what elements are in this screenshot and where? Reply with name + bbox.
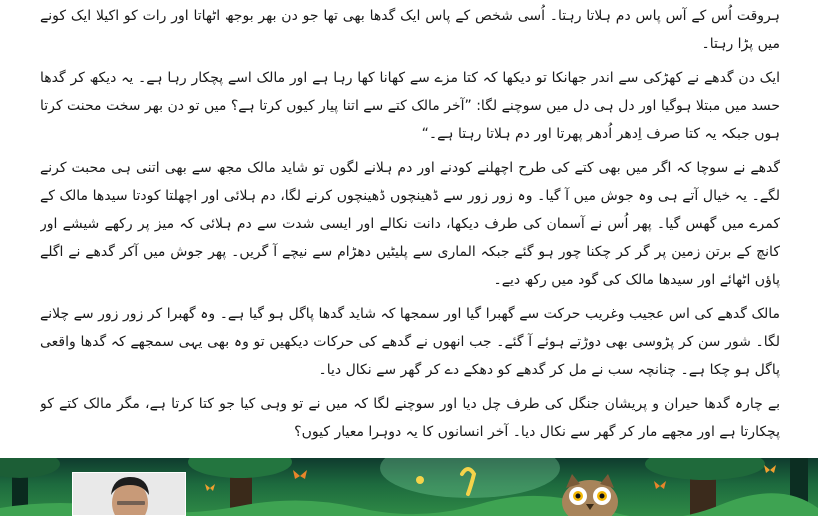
- article-paragraph: ہروقت اُس کے آس پاس دم ہلاتا رہتا۔ اُسی شخص کے پاس ایک گدھا بھی تھا جو دن بھر بوجھ اٹھاتا اور رات کو اکیلا ایک کونے میں پڑا رہتا۔: [40, 8, 780, 52]
- tree-canopy-icon: [0, 458, 60, 478]
- butterfly-icon: [764, 465, 776, 473]
- article-paragraph: مالک گدھے کی اس عجیب وغریب حرکت سے گھبرا گیا اور سمجھا کہ شاید گدھا پاگل ہو گیا ہے۔ وہ گھبرا کر زور زور سے چلانے لگا۔ شور سن کر پڑوسی بھی دوڑتے ہوئے آ گئے۔ جب انھوں نے گدھے کی حرکات دیکھیں تو وہ بھی یہی سمجھے کہ گدھا واقعی پاگل ہو چکا ہے۔ چنانچہ سب نے مل کر گدھے کو دھکے دے کر گھر سے نکال دیا۔: [40, 306, 780, 378]
- flower-icon: [416, 476, 424, 484]
- tree-canopy-icon: [645, 458, 765, 480]
- author-photo: [72, 472, 186, 516]
- owl-icon: [562, 474, 618, 516]
- author-portrait-icon: [73, 473, 186, 516]
- butterfly-icon: [293, 470, 307, 479]
- article-paragraph: گدھے نے سوچا کہ اگر میں بھی کتے کی طرح اچھلنے کودنے اور دم ہلانے لگوں تو شاید مالک مجھ سے بھی اتنی ہی محبت کرنے لگے۔ یہ خیال آتے ہی وہ جوش میں آ گیا۔ وہ زور زور سے ڈھینچوں ڈھینچوں کرنے لگا، دم ہلائی اور اچھلتا کودتا سیدھا مالک کے کمرے میں گھس گیا۔ پھر اُس نے آسمان کی طرف دیکھا، دانت نکالے اور ایسی شدت سے دم ہلائی کہ میز پر رکھے شیشے اور کانچ کے برتن زمین پر گر کر چکنا چور ہو گئے جبکہ الماری سے پلیٹیں دھڑام سے نیچے آ گریں۔ پھر جوش میں آکر گدھے نے اگلے پاؤں اٹھائے اور سیدھا مالک کی گود میں رکھ دیے۔: [40, 160, 780, 288]
- tree-canopy-icon: [188, 458, 292, 478]
- butterfly-icon: [654, 481, 666, 489]
- article-body: [40, 0, 780, 456]
- article-paragraph: ایک دن گدھے نے کھڑکی سے اندر جھانکا تو دیکھا کہ کتا مزے سے کھانا کھا رہا ہے اور مالک اسے پچکار رہا ہے۔ یہ دیکھ کر گدھا حسد میں مبتلا ہوگیا اور دل ہی دل میں سوچنے لگا: ”آخر مالک کتے سے اتنا پیار کیوں کرتا ہے؟ میں تو دن بھر سخت محنت کرتا ہوں جبکہ یہ کتا صرف اِدھر اُدھر پھرتا اور دم ہلاتا رہتا ہے۔“: [40, 70, 780, 142]
- butterfly-icon: [205, 484, 215, 491]
- article-paragraph: بے چارہ گدھا حیران و پریشان جنگل کی طرف چل دیا اور سوچنے لگا کہ میں نے تو وہی کیا جو کتا کرتا ہے، مگر مالک کتے کو پچکارتا ہے اور مجھے مار کر گھر سے نکال دیا۔ آخر انسانوں کا یہ دوہرا معیار کیوں؟: [40, 396, 780, 440]
